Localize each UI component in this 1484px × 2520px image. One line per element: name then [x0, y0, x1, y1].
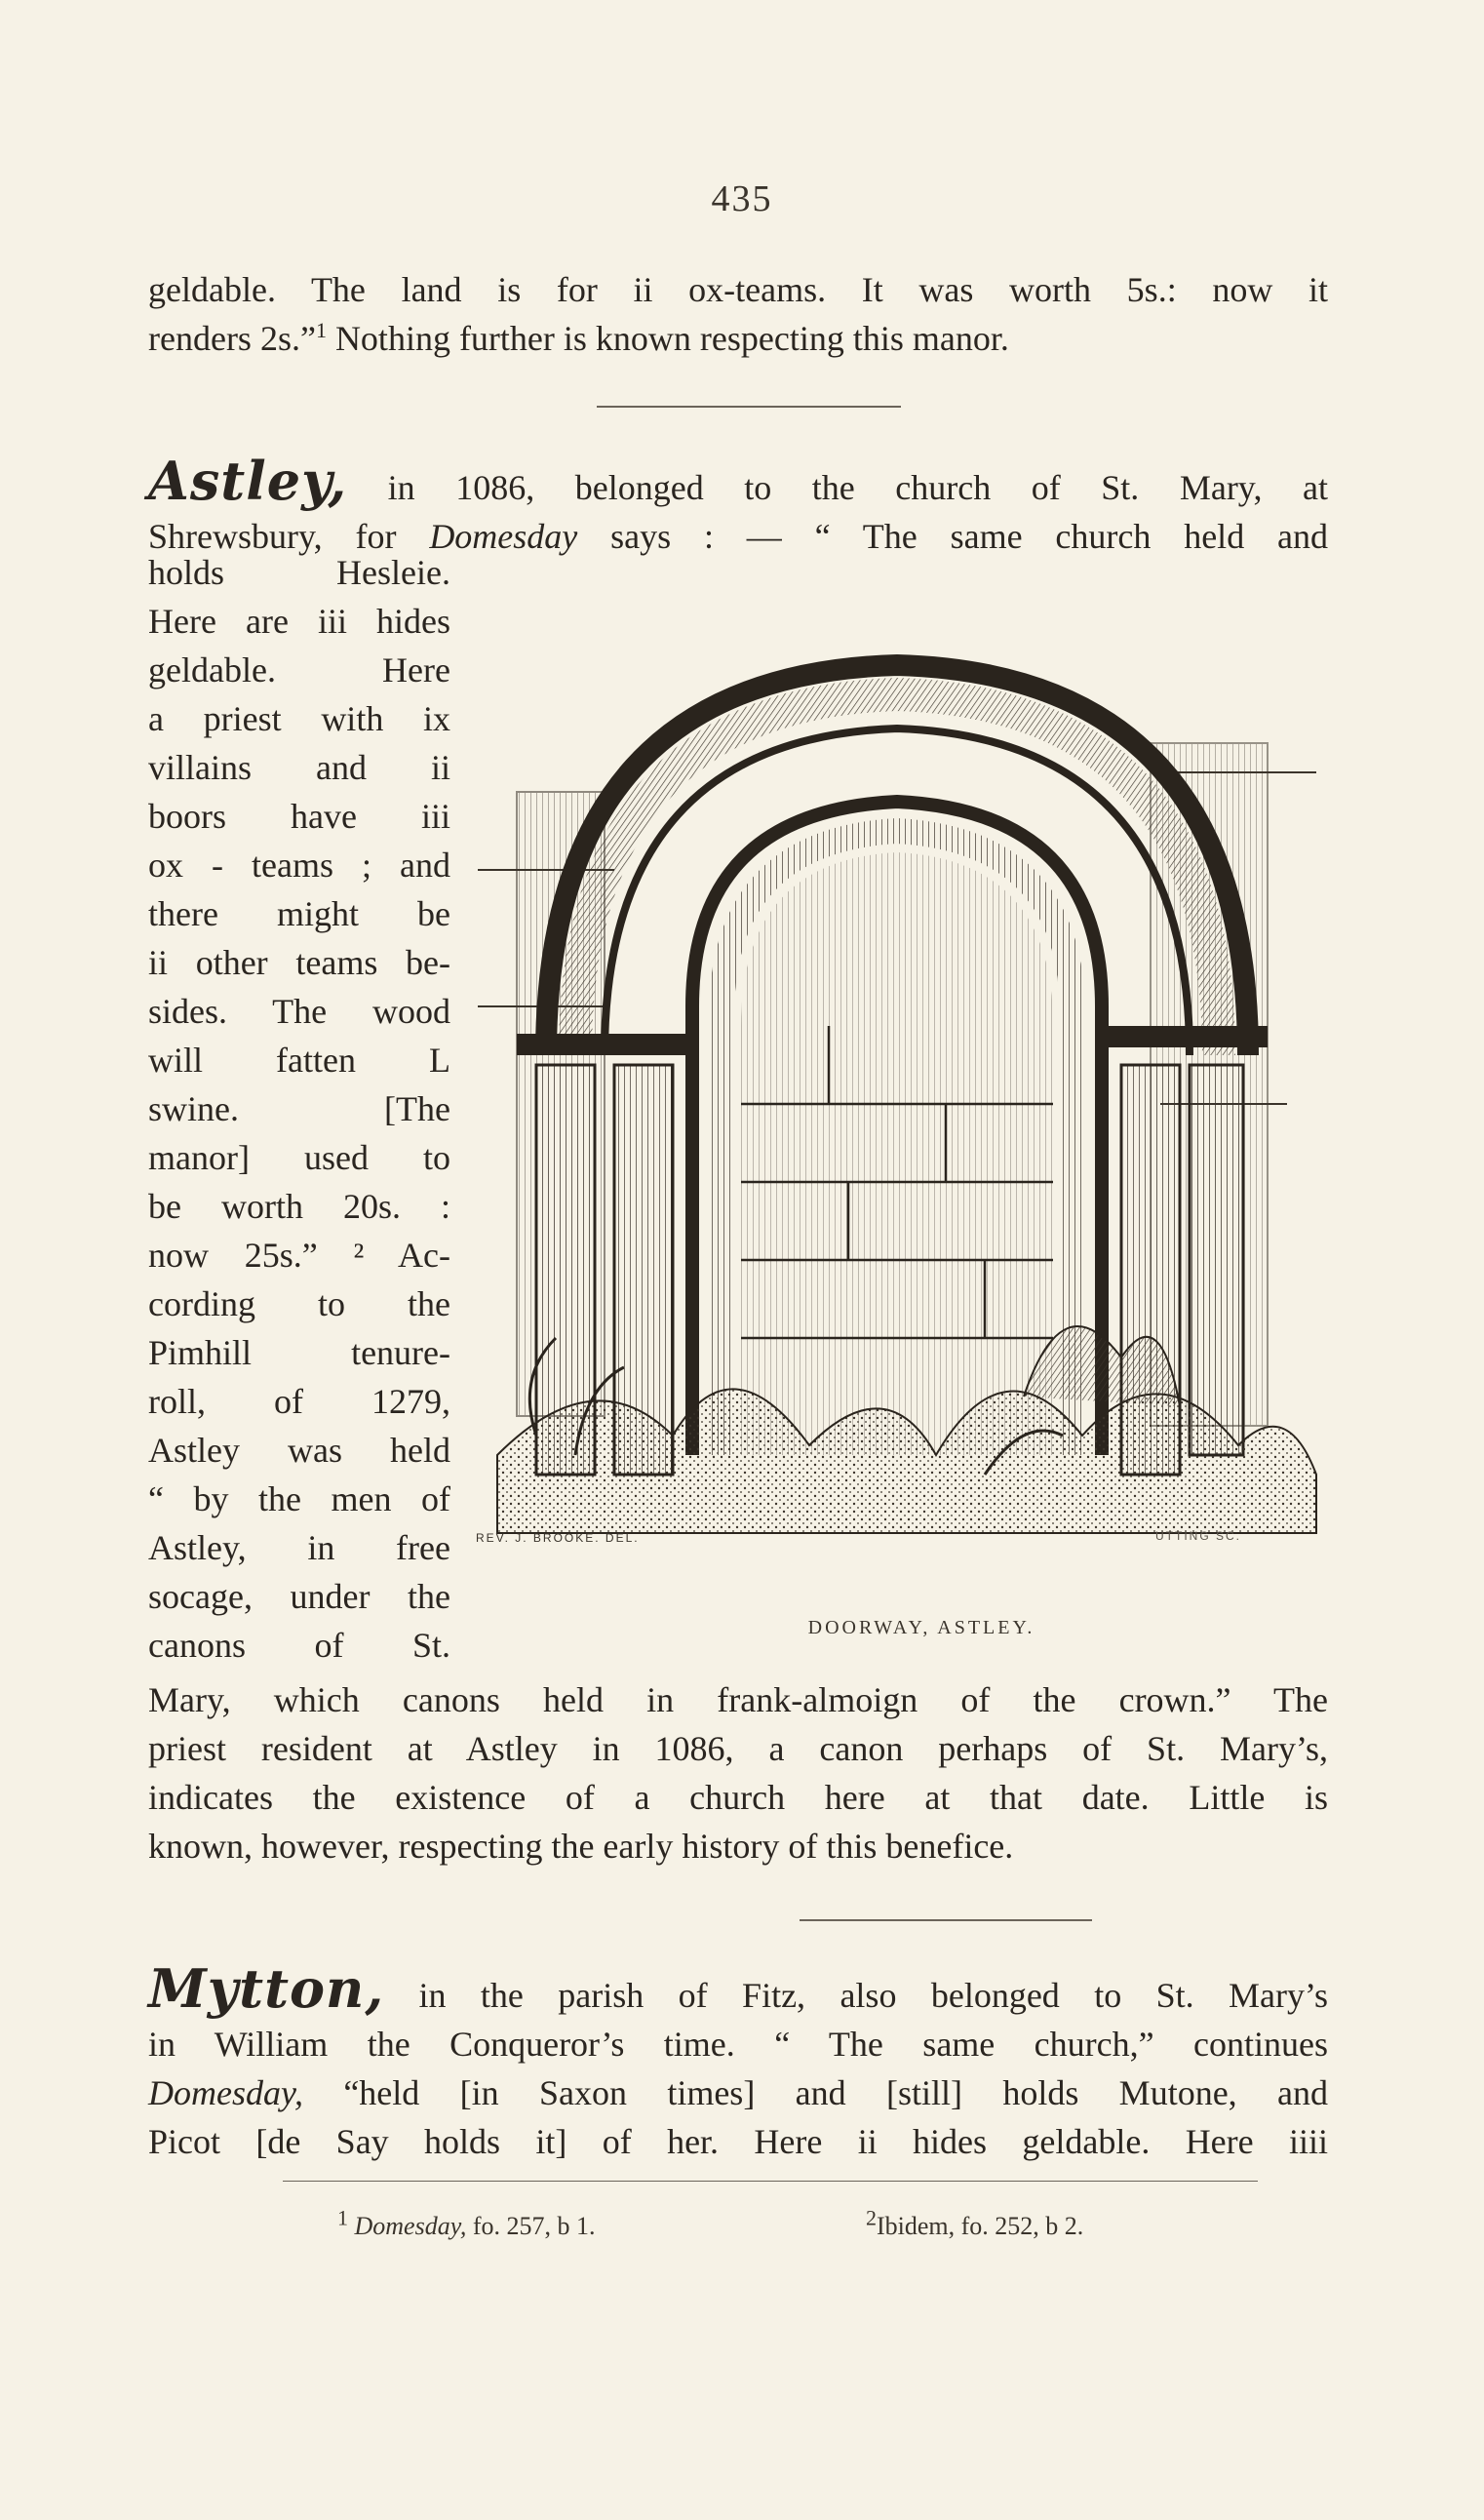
astley-column-line: now 25s.” ² Ac- — [148, 1236, 450, 1275]
astley-tail-paragraph — [148, 1675, 1328, 1870]
footnote-rule — [283, 2181, 1258, 2182]
astley-drop-word: Astley, — [148, 450, 348, 512]
astley-column-line: Here are iii hides — [148, 602, 450, 641]
mytton-drop-word: Mytton, — [148, 1957, 385, 2020]
figure-caption: DOORWAY, ASTLEY. — [807, 1617, 1035, 1638]
mytton-line-1: Mytton, in the parish of Fitz, also belonged to St. Mary’s — [148, 1957, 1328, 2020]
astley-heading-paragraph — [148, 450, 1329, 561]
astley-column-line: be worth 20s. : — [148, 1187, 450, 1226]
section-divider-1 — [597, 406, 901, 408]
astley-column-line: ox - teams ; and — [148, 846, 450, 885]
astley-column-line: there might be — [148, 894, 450, 933]
intro-line-1: geldable. The land is for ii ox-teams. It was worth 5s.: now it — [148, 270, 1328, 309]
astley-column-line: boors have iii — [148, 797, 450, 836]
mytton-paragraph — [148, 1957, 1328, 2166]
astley-column-line: a priest with ix — [148, 699, 450, 738]
section-divider-2 — [800, 1919, 1092, 1921]
doorway-illustration — [478, 597, 1326, 1582]
astley-column-line: manor] used to — [148, 1138, 450, 1177]
astley-column-line: “ by the men of — [148, 1479, 450, 1518]
astley-column-line: sides. The wood — [148, 992, 450, 1031]
engraving-credit-draughtsman: REV. J. BROOKE. DEL. — [476, 1531, 640, 1545]
astley-wrapped-column — [148, 548, 450, 1670]
astley-column-line: Astley was held — [148, 1431, 450, 1470]
astley-column-line: roll, of 1279, — [148, 1382, 450, 1421]
astley-tail-line: priest resident at Astley in 1086, a canon perhaps of St. Mary’s, — [148, 1729, 1328, 1768]
intro-line-2: renders 2s.”$^1$ Nothing further is known respecting this manor. — [148, 318, 1009, 358]
page-number: 435 — [711, 178, 773, 219]
astley-column-line: cording to the — [148, 1284, 450, 1323]
astley-line-1: Astley, in 1086, belonged to the church of St. Mary, at — [148, 450, 1328, 512]
mytton-line-2: in William the Conqueror’s time. “ The same church,” continues — [148, 2025, 1328, 2064]
engraving-credit-engraver: UTTING SC. — [1155, 1529, 1241, 1543]
astley-column-line: Astley, in free — [148, 1528, 450, 1567]
astley-tail-line: Mary, which canons held in frank-almoign of the crown.” The — [148, 1680, 1328, 1719]
astley-tail-line: indicates the existence of a church here at that date. Little is — [148, 1778, 1328, 1817]
astley-tail-line: known, however, respecting the early history of this benefice. — [148, 1827, 1014, 1866]
astley-column-line: holds Hesleie. — [148, 553, 450, 592]
astley-column-line: ii other teams be- — [148, 943, 450, 982]
mytton-line-3: Domesday, “held [in Saxon times] and [still] holds Mutone, and — [148, 2073, 1328, 2112]
footnote-1: $^1$ Domesday, fo. 257, b 1. — [337, 2205, 596, 2240]
footnote-ref-1: 1 — [315, 318, 327, 342]
doorway-engraving — [478, 597, 1326, 1582]
footnote-2: $^2$Ibidem, fo. 252, b 2. — [866, 2205, 1084, 2240]
astley-column-line: villains and ii — [148, 748, 450, 787]
astley-column-line: swine. [The — [148, 1089, 450, 1128]
astley-column-line: canons of St. — [148, 1626, 450, 1665]
intro-paragraph — [148, 265, 1328, 363]
astley-column-line: will fatten L — [148, 1041, 450, 1080]
astley-column-line: socage, under the — [148, 1577, 450, 1616]
astley-line-2: Shrewsbury, for Domesday says : — “ The same church held and — [148, 517, 1329, 556]
mytton-line-4: Picot [de Say holds it] of her. Here ii hides geldable. Here iiii — [148, 2122, 1328, 2161]
astley-column-line: Pimhill tenure- — [148, 1333, 450, 1372]
astley-column-line: geldable. Here — [148, 650, 450, 689]
